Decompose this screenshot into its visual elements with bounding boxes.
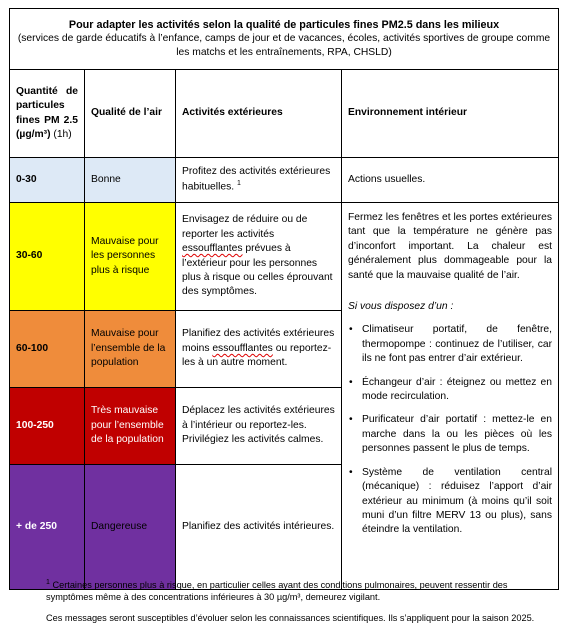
level-cell: + de 250: [10, 465, 85, 590]
header-quality: Qualité de l’air: [85, 70, 176, 158]
indoor-paragraph: Fermez les fenêtres et les portes extérieures tant que la température ne génère pas d’inconfort important. La chaleur est généralement plus dommageable pour la santé que la mauvaise qualité de l’air.: [348, 212, 553, 281]
table-title-cell: [10, 9, 559, 70]
quality-cell: Bonne: [85, 158, 176, 203]
header-indoor: Environnement intérieur: [342, 70, 559, 158]
level-cell: 30-60: [10, 203, 85, 311]
list-item: • Purificateur d’air portatif : mettez-le en marche dans la ou les pièces où les personnes passent le plus de temps.: [362, 413, 552, 456]
outdoor-cell: Envisagez de réduire ou de reporter les activités essoufflantes prévues à l’extérieur pour les personnes plus à risque ou celles éprouvant des symptômes.: [176, 203, 342, 311]
quality-cell: Mauvaise pour l’ensemble de la population: [85, 311, 176, 388]
list-item: • Climatiseur portatif, de fenêtre, thermopompe : continuez de l’utiliser, car ils ne font pas entrer d’air extérieur.: [362, 323, 552, 366]
air-quality-guide: [9, 8, 558, 590]
disclaimer: Ces messages seront susceptibles d’évoluer selon les connaissances scientifiques. Ils s’appliquent pour la saison 2025.: [46, 612, 535, 623]
level-cell: 100-250: [10, 388, 85, 465]
quality-cell: Très mauvaise pour l’ensemble de la population: [85, 388, 176, 465]
indoor-if-you-have: Si vous disposez d’un :: [348, 301, 454, 313]
level-cell: 0-30: [10, 158, 85, 203]
table-title: Pour adapter les activités selon la qualité de particules fines PM2.5 dans les milieux: [68, 18, 500, 31]
outdoor-cell: Profitez des activités extérieures habituelles. $^1$: [176, 158, 342, 203]
footnote: $^1$ Certaines personnes plus à risque, en particulier celles ayant des conditions pulmonaires, peuvent ressentir des symptômes même à des concentrations inférieures à 30 µg/m³, demeurez vigilant.: [46, 579, 508, 603]
list-item: • Système de ventilation central (mécanique) : réduisez l’apport d’air extérieur au minimum (à moins qu’il soit muni d’un filtre MERV 13 ou plus), sans éteindre la ventilation.: [362, 466, 552, 538]
outdoor-cell: Planifiez des activités extérieures moins essoufflantes ou reportez-les à un autre moment.: [176, 311, 342, 388]
notes: [46, 578, 551, 632]
outdoor-cell: Planifiez des activités intérieures.: [176, 465, 342, 590]
table-row: [10, 158, 559, 203]
air-quality-table: [9, 8, 559, 590]
header-quantity: Quantité de particules fines PM 2.5 (µg/m³) (1h): [10, 70, 85, 158]
list-item: • Échangeur d’air : éteignez ou mettez en mode recirculation.: [362, 376, 552, 405]
footnote-mark: 1: [46, 579, 50, 586]
outdoor-cell: Déplacez les activités extérieures à l’intérieur ou reportez-les. Privilégiez les activités calmes.: [176, 388, 342, 465]
quality-cell: Dangereuse: [85, 465, 176, 590]
indoor-bullet-list: [348, 323, 552, 537]
level-cell: 60-100: [10, 311, 85, 388]
quality-cell: Mauvaise pour les personnes plus à risque: [85, 203, 176, 311]
table-subtitle: (services de garde éducatifs à l’enfance, camps de jour et de vacances, écoles, activités sportives de groupe comme les matchs et les entraînements, RPA, CHSLD): [17, 33, 551, 59]
indoor-cell-usual: Actions usuelles.: [342, 158, 559, 203]
indoor-cell-recommendations: [342, 203, 559, 590]
table-row: [10, 203, 559, 311]
column-headers: [10, 70, 559, 158]
header-outdoor: Activités extérieures: [176, 70, 342, 158]
header-quantity-unit: (1h): [53, 128, 72, 140]
footnote-ref: 1: [236, 180, 241, 188]
